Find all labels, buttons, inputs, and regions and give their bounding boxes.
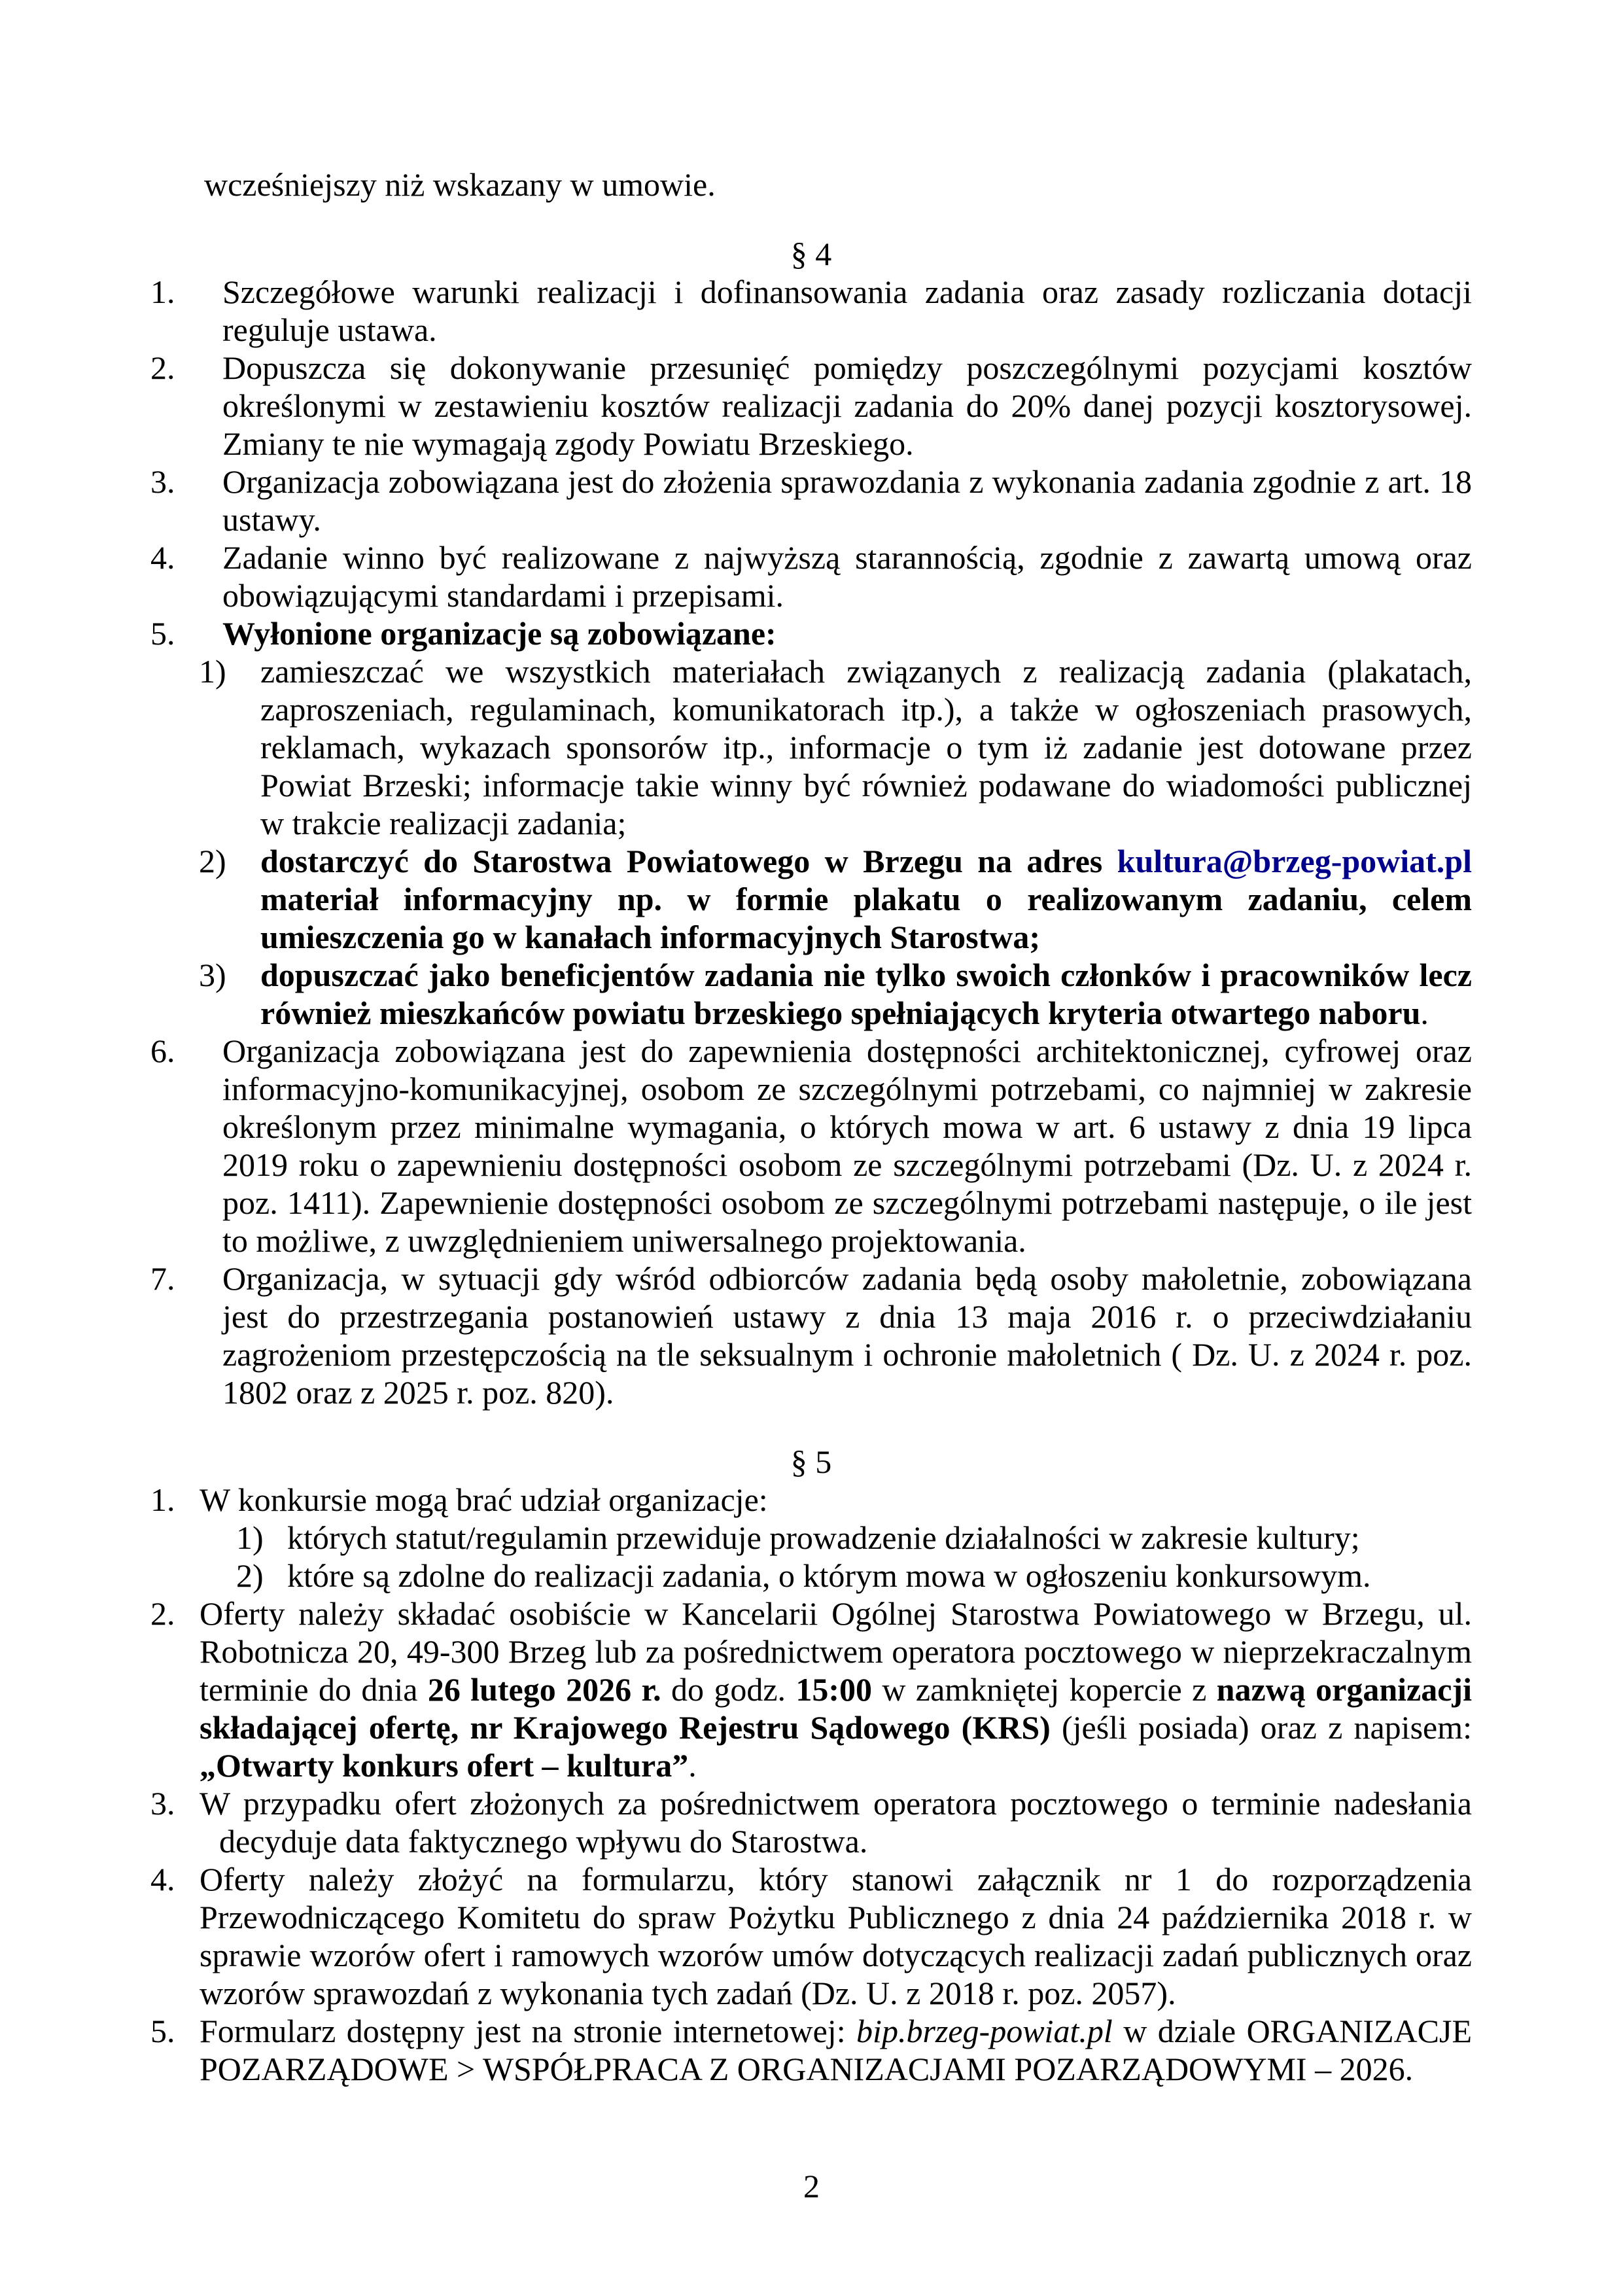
list-item-s4-2 (150, 349, 1472, 463)
item-number: 5. (150, 2013, 175, 2049)
text-segment: Formularz dostępny jest na stronie internetowej: (200, 2013, 857, 2049)
list-item-s5-2 (150, 1595, 1472, 1784)
text-segment: Oferty należy składać osobiście w Kancelarii Ogólnej Starostwa Powiatowego w Brzegu, ul. Robotnicza 20, 49-300 Brzeg lub za pośrednictwem operatora pocztowego w nieprzekraczalnym terminie do dnia (200, 1595, 1472, 1708)
item-number: 2. (150, 349, 175, 386)
item-number: 1) (199, 653, 226, 690)
item-text: Szczegółowe warunki realizacji i dofinansowania zadania oraz zasady rozliczania dotacji reguluje ustawa. (222, 274, 1472, 348)
item-number: 3. (150, 1785, 175, 1822)
document-content (150, 166, 1472, 2088)
item-number: 2. (150, 1595, 175, 1632)
item-number: 2) (199, 843, 226, 879)
list-item-s4-3 (150, 463, 1472, 539)
list-item-s5-1 (150, 1481, 1472, 1519)
item-text: Organizacja, w sytuacji gdy wśród odbiorców zadania będą osoby małoletnie, zobowiązana jest do przestrzegania postanowień ustawy z dnia 13 maja 2016 r. o przeciwdziałaniu zagrożeniom przestępczością na tle seksualnym i ochronie małoletnich ( Dz. U. z 2024 r. poz. 1802 oraz z 2025 r. poz. 820). (222, 1260, 1472, 1411)
item-text: Organizacja zobowiązana jest do zapewnienia dostępności architektonicznej, cyfrowej oraz informacyjno-komunikacyjnej, osobom ze szczególnymi potrzebami, co najmniej w zakresie określonym przez minimalne wymagania, o których mowa w art. 6 ustawy z dnia 19 lipca 2019 roku o zapewnieniu dostępności osobom ze szczególnymi potrzebami (Dz. U. z 2024 r. poz. 1411). Zapewnienie dostępności osobom ze szczególnymi potrzebami następuje, o ile jest to możliwe, z uwzględnieniem uniwersalnego projektowania. (222, 1033, 1472, 1259)
text-segment-deadline-date: 26 lutego 2026 r. (427, 1671, 661, 1708)
text-segment: (jeśli posiada) oraz z napisem: (1050, 1709, 1473, 1746)
item-text (200, 1595, 1472, 1784)
text-segment-website: bip.brzeg-powiat.pl (856, 2013, 1113, 2049)
list-item-s4-1 (150, 273, 1472, 349)
item-text: W konkursie mogą brać udział organizacje: (200, 1481, 768, 1518)
item-number: 6. (150, 1033, 175, 1069)
item-text: których statut/regulamin przewiduje prowadzenie działalności w zakresie kultury; (287, 1519, 1360, 1556)
item-text: Wyłonione organizacje są zobowiązane: (222, 615, 777, 652)
item-text: Organizacja zobowiązana jest do złożenia sprawozdania z wykonania zadania zgodnie z art. 18 ustawy. (222, 463, 1472, 538)
item-text: które są zdolne do realizacji zadania, o którym mowa w ogłoszeniu konkursowym. (287, 1557, 1371, 1594)
item-number: 1) (236, 1519, 264, 1556)
text-segment: dopuszczać jako beneficjentów zadania nie tylko swoich członków i pracowników lecz również mieszkańców powiatu brzeskiego spełniających kryteria otwartego naboru (260, 957, 1472, 1031)
page-number: 2 (803, 2168, 820, 2204)
text-segment: w zamkniętej kopercie z (872, 1671, 1217, 1708)
list-subitem-s5-1-1 (150, 1519, 1472, 1557)
section4-heading: § 4 (790, 236, 832, 272)
item-number: 3) (199, 957, 226, 993)
text-segment: . (688, 1747, 697, 1784)
item-number: 2) (236, 1557, 264, 1594)
list-subitem-s4-5-2 (150, 842, 1472, 956)
text-segment: do godz. (661, 1671, 796, 1708)
item-number: 4. (150, 539, 175, 576)
item-text (260, 956, 1472, 1032)
text-segment: w dziale ORGANIZACJE POZARZĄDOWE > WSPÓŁPRACA Z ORGANIZACJAMI POZARZĄDOWYMI – 2026. (200, 2013, 1472, 2087)
list-item-s4-4 (150, 539, 1472, 614)
list-item-s5-4 (150, 1860, 1472, 2012)
list-subitem-s4-5-3 (150, 956, 1472, 1032)
item-text: Zadanie winno być realizowane z najwyższą starannością, zgodnie z zawartą umową oraz obowiązującymi standardami i przepisami. (222, 539, 1472, 614)
item-text: W przypadku ofert złożonych za pośrednictwem operatora pocztowego o terminie nadesłania decyduje data faktycznego wpływu do Starostwa. (200, 1785, 1472, 1860)
item-text: Oferty należy złożyć na formularzu, który stanowi załącznik nr 1 do rozporządzenia Przewodniczącego Komitetu do spraw Pożytku Publicznego z dnia 24 października 2018 r. w sprawie wzorów ofert i ramowych wzorów umów dotyczących realizacji zadań publicznych oraz wzorów sprawozdań z wykonania tych zadań (Dz. U. z 2018 r. poz. 2057). (200, 1861, 1472, 2011)
item-text (200, 2012, 1472, 2088)
item-number: 4. (150, 1861, 175, 1898)
item-number: 5. (150, 615, 175, 652)
intro-paragraph: wcześniejszy niż wskazany w umowie. (204, 166, 716, 203)
list-item-s4-7 (150, 1260, 1472, 1411)
text-segment: . (1420, 995, 1429, 1031)
list-item-s4-5 (150, 614, 1472, 652)
text-segment-deadline-time: 15:00 (795, 1671, 873, 1708)
item-text: Dopuszcza się dokonywanie przesunięć pomiędzy poszczególnymi pozycjami kosztów określonymi w zestawieniu kosztów realizacji zadania do 20% danej pozycji kosztorysowej. Zmiany te nie wymagają zgody Powiatu Brzeskiego. (222, 349, 1472, 462)
list-subitem-s5-1-2 (150, 1557, 1472, 1595)
item-text: zamieszczać we wszystkich materiałach związanych z realizacją zadania (plakatach, zaproszeniach, regulaminach, komunikatorach itp.), a także w ogłoszeniach prasowych, reklamach, wykazach sponsorów itp., informacje o tym iż zadanie jest dotowane przez Powiat Brzeski; informacje takie winny być również podawane do wiadomości publicznej w trakcie realizacji zadania; (260, 653, 1472, 841)
list-item-s4-6 (150, 1032, 1472, 1260)
item-number: 7. (150, 1260, 175, 1297)
item-number: 1. (150, 1481, 175, 1518)
email-link[interactable]: kultura@brzeg-powiat.pl (1117, 843, 1472, 879)
item-number: 3. (150, 463, 175, 500)
text-segment-contest-name: „Otwarty konkurs ofert – kultura” (200, 1747, 689, 1784)
list-subitem-s4-5-1 (150, 652, 1472, 842)
text-segment: materiał informacyjny np. w formie plakatu o realizowanym zadaniu, celem umieszczenia go w kanałach informacyjnych Starostwa; (260, 881, 1472, 955)
text-segment-org-krs: nazwą organizacji składającej ofertę, nr Krajowego Rejestru Sądowego (KRS) (200, 1671, 1472, 1746)
item-text (260, 842, 1472, 956)
text-segment: dostarczyć do Starostwa Powiatowego w Brzegu na adres (260, 843, 1117, 879)
item-number: 1. (150, 274, 175, 310)
section5-heading: § 5 (790, 1443, 832, 1480)
list-item-s5-5 (150, 2012, 1472, 2088)
list-item-s5-3 (150, 1784, 1472, 1860)
